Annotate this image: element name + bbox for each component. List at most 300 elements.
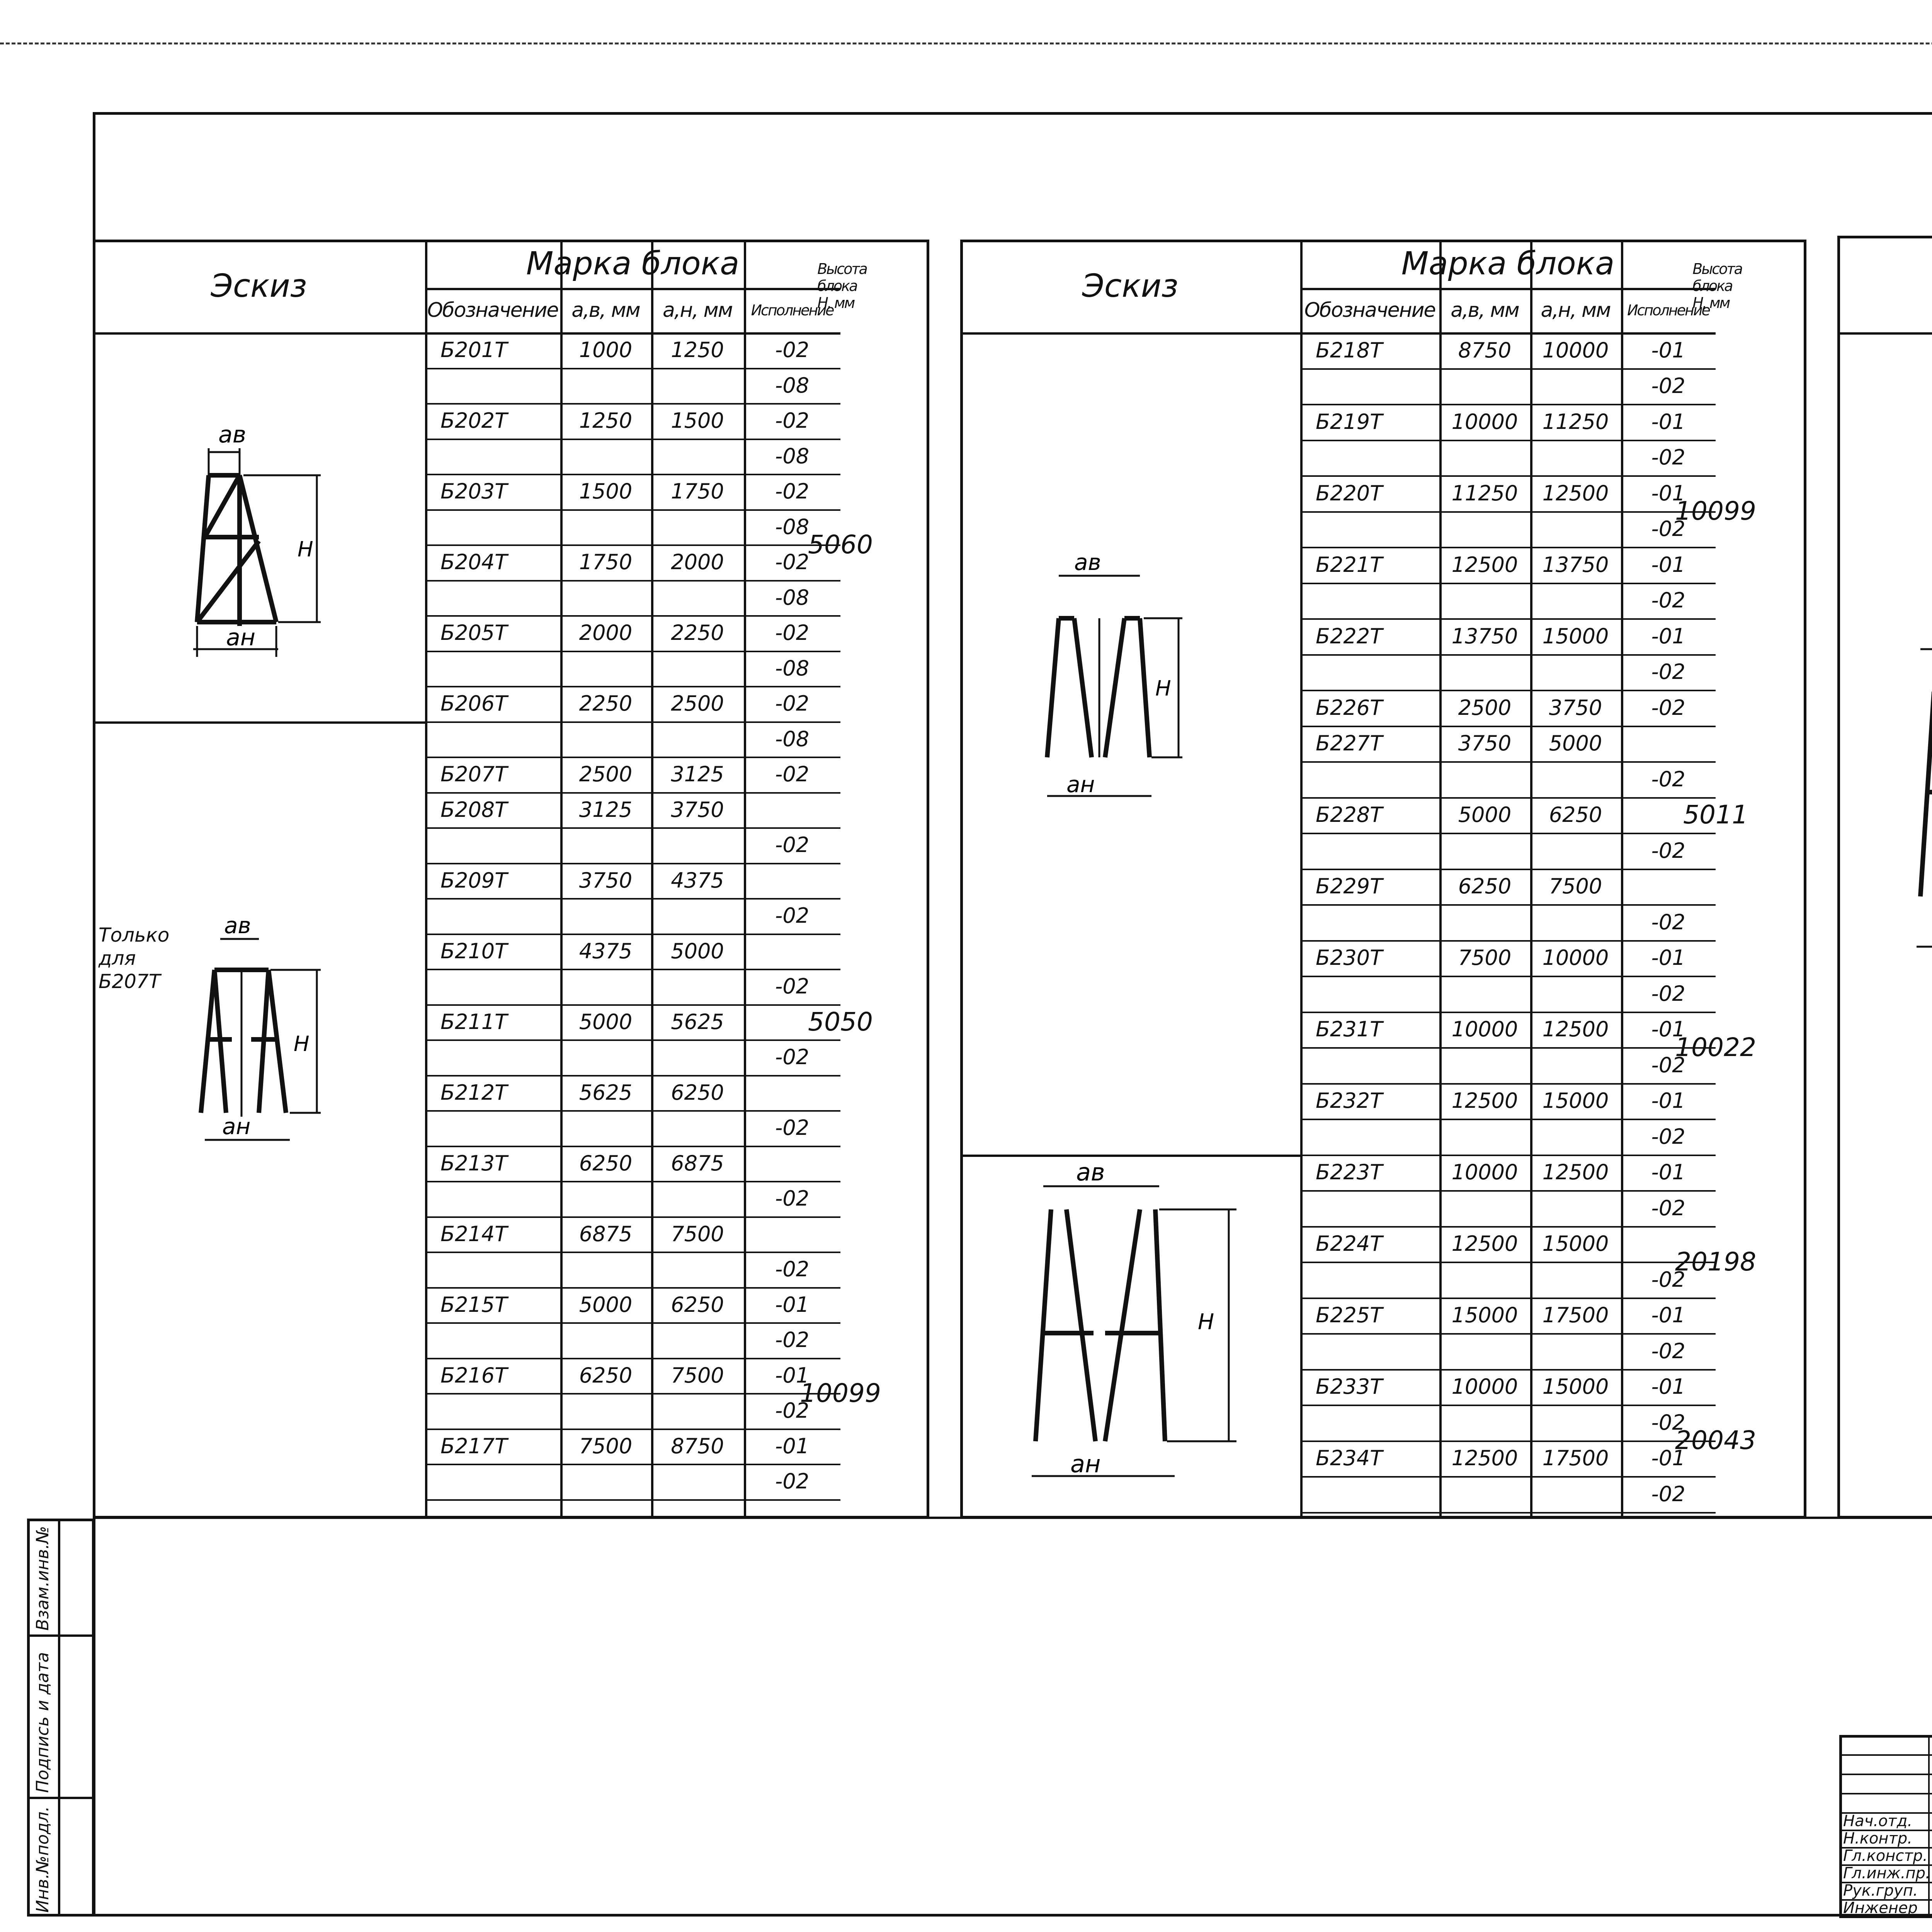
table2-r29-c1: 10000 [1451, 1374, 1518, 1399]
table1-r17-c1: 4375 [579, 939, 633, 963]
table1-r25-c2: 7500 [671, 1221, 724, 1246]
table2-r23-c1: 10000 [1451, 1160, 1518, 1185]
table2-r25-c0: Б224Т [1316, 1231, 1383, 1256]
table2-r10-c3: -02 [1651, 695, 1685, 720]
table2-r26-c3: -02 [1651, 1267, 1685, 1292]
table1-r12-c3: -02 [775, 762, 810, 787]
table2-r5-c3: -02 [1651, 517, 1685, 541]
table2-hdr-designation: Обозначение [1304, 298, 1435, 322]
stamp-vzam-inv: Взам.инв.№ [33, 1526, 53, 1631]
table2-r10-c2: 3750 [1549, 695, 1602, 720]
table1-r28-c3: -02 [775, 1328, 810, 1352]
table2-r18-c0 [1300, 976, 1439, 1012]
table1-r9-c1 [560, 651, 651, 686]
table2-r12-c2 [1530, 761, 1621, 797]
table2-r18-c1 [1439, 976, 1530, 1012]
table2-r0-c0: Б218Т [1316, 338, 1383, 362]
table2-r12-c0 [1300, 761, 1439, 797]
tb-role-3: Гл.инж.пр. [1843, 1864, 1930, 1882]
sketch1-h: Н [298, 537, 313, 561]
tb-role-5: Инженер [1843, 1899, 1918, 1917]
table2-r14-c3: -02 [1651, 838, 1685, 863]
table2-hdr-height: Высота блока Н, мм [1692, 260, 1742, 311]
tb-role-1: Н.контр. [1843, 1830, 1912, 1847]
table2-r30-c3: -02 [1651, 1410, 1685, 1435]
table2-r9-c3: -02 [1651, 660, 1685, 684]
stamp-inv-podl: Инв.№подл. [33, 1806, 53, 1913]
table1-r24-c0 [425, 1181, 560, 1216]
table1-r14-c2 [651, 827, 744, 863]
table2-r23-c2: 12500 [1542, 1160, 1609, 1185]
table2-r10-c1: 2500 [1458, 695, 1512, 720]
table1-r32-c2 [651, 1464, 744, 1499]
table1-r8-c0: Б205Т [440, 621, 508, 645]
table1-r27-c2: 6250 [671, 1292, 724, 1317]
table2-r31-c0: Б234Т [1316, 1446, 1383, 1471]
table2-r32-c0 [1300, 1476, 1439, 1512]
table1-hdr-sketch: Эскиз [211, 267, 307, 304]
table2-r8-c2: 15000 [1542, 624, 1609, 648]
table1-r0-c1: 1000 [579, 338, 633, 362]
table2-r6-c1: 12500 [1451, 552, 1518, 577]
table2-hdr-a_bottom: a,н, мм [1541, 298, 1611, 322]
table2-r20-c1 [1439, 1047, 1530, 1083]
table1-r4-c0: Б203Т [440, 479, 508, 504]
table2-r14-c1 [1439, 833, 1530, 869]
left-stamp-sep-2 [27, 1634, 95, 1637]
table1-r20-c3: -02 [775, 1045, 810, 1070]
table1-r1-c2 [651, 368, 744, 403]
table1-hdr-execution: Исполнение [751, 301, 833, 319]
table2-r4-c1: 11250 [1451, 481, 1518, 505]
table1-r15-c0: Б209Т [440, 868, 508, 893]
table2-r7-c2 [1530, 583, 1621, 619]
table2-r6-c3: -01 [1651, 552, 1685, 577]
table1-r24-c3: -02 [775, 1186, 810, 1211]
table1-r16-c0 [425, 898, 560, 934]
table1-r23-c2: 6875 [671, 1151, 724, 1175]
tb-people-top-rule [1839, 1812, 1932, 1814]
table1-hdr-a_bottom: a,н, мм [663, 298, 732, 322]
table1-r21-c0: Б212Т [440, 1080, 508, 1105]
sketch2-a-bottom: aн [222, 1113, 251, 1139]
table1-r16-c3: -02 [775, 903, 810, 928]
table1-r2-c0: Б202Т [440, 408, 508, 433]
table1-r19-c0: Б211Т [440, 1009, 508, 1034]
table2-r2-c0: Б219Т [1316, 409, 1383, 434]
table2-r0-c1: 8750 [1458, 338, 1512, 362]
table2-r11-c3 [1621, 726, 1716, 762]
table1-r7-c1 [560, 580, 651, 616]
table1-r25-c3 [744, 1216, 840, 1252]
table1-r29-c0: Б216Т [440, 1363, 508, 1388]
table2-r0-c3: -01 [1651, 338, 1685, 362]
table2-r20-c0 [1300, 1047, 1439, 1083]
table1-r14-c3: -02 [775, 833, 810, 857]
table1-hdr-height: Высота блока Н, мм [817, 260, 867, 311]
table2-r29-c0: Б233Т [1316, 1374, 1383, 1399]
table1-r7-c3: -08 [775, 585, 810, 610]
table1-r20-c2 [651, 1039, 744, 1075]
table2-r26-c1 [1439, 1262, 1530, 1298]
tb-empty-rule-3 [1839, 1793, 1932, 1794]
table1-r18-c3: -02 [775, 974, 810, 999]
table1-r8-c1: 2000 [579, 621, 633, 645]
table1-r30-c1 [560, 1393, 651, 1429]
table1-r19-c2: 5625 [671, 1009, 724, 1034]
table1-r31-c2: 8750 [671, 1434, 724, 1458]
table1-r10-c0: Б206Т [440, 691, 508, 716]
sketch4-a-bottom: aн [1070, 1450, 1101, 1478]
sketch3-h: Н [1155, 676, 1171, 701]
table1-r4-c3: -02 [775, 479, 810, 504]
table1-r32-c3: -02 [775, 1469, 810, 1494]
table2-r2-c1: 10000 [1451, 409, 1518, 434]
table2-r11-c2: 5000 [1549, 731, 1602, 756]
tb-role-4: Рук.груп. [1843, 1882, 1918, 1900]
table1-r27-c0: Б215Т [440, 1292, 508, 1317]
table2-hdr-mark: Марка блока [1401, 245, 1615, 282]
table1-r2-c2: 1500 [671, 408, 724, 433]
table2-r3-c2 [1530, 440, 1621, 476]
table2-r3-c1 [1439, 440, 1530, 476]
table1-r0-c0: Б201Т [440, 338, 508, 362]
table1-r27-c3: -01 [775, 1292, 810, 1317]
table1-r12-c0: Б207Т [440, 762, 508, 787]
table1-r5-c2 [651, 509, 744, 545]
table2-hdr-a_top: a,в, мм [1451, 298, 1519, 322]
table2-r22-c1 [1439, 1119, 1530, 1155]
table2-r16-c2 [1530, 904, 1621, 940]
table1-r25-c1: 6875 [579, 1221, 633, 1246]
table2-r20-c3: -02 [1651, 1053, 1685, 1077]
table1-r18-c1 [560, 969, 651, 1004]
sketch-tower-large [1913, 614, 1932, 962]
table1-r8-c3: -02 [775, 621, 810, 645]
table2-r32-c3: -02 [1651, 1481, 1685, 1506]
table1-r31-c0: Б217Т [440, 1434, 508, 1458]
table1-r20-c1 [560, 1039, 651, 1075]
table1-hdr-mark: Марка блока [526, 245, 740, 282]
table1-r17-c0: Б210Т [440, 939, 508, 963]
table1-r25-c0: Б214Т [440, 1221, 508, 1246]
table1-r28-c0 [425, 1322, 560, 1358]
table1-r15-c2: 4375 [671, 868, 724, 893]
table2-r1-c0 [1300, 368, 1439, 404]
table1-r2-c3: -02 [775, 408, 810, 433]
sketch-tower-medium [1039, 541, 1186, 819]
tb-empty-rule-2 [1839, 1774, 1932, 1775]
table1-r7-c0 [425, 580, 560, 616]
table2-r30-c1 [1439, 1405, 1530, 1440]
table1-r24-c2 [651, 1181, 744, 1216]
table1-r6-c2: 2000 [671, 550, 724, 575]
table2-r11-c0: Б227Т [1316, 731, 1383, 756]
table2-r26-c2 [1530, 1262, 1621, 1298]
table2-r10-c0: Б226Т [1316, 695, 1383, 720]
tb-people-col-1 [1928, 1735, 1930, 1917]
table1-r26-c1 [560, 1252, 651, 1287]
table2-r16-c0 [1300, 904, 1439, 940]
table1-r0-c2: 1250 [671, 338, 724, 362]
tb-empty-rule-1 [1839, 1754, 1932, 1756]
table2-r29-c2: 15000 [1542, 1374, 1609, 1399]
table2-r4-c3: -01 [1651, 481, 1685, 505]
sketch1-a-top: aв [218, 421, 247, 448]
table2-r3-c3: -02 [1651, 445, 1685, 470]
table1-r18-c2 [651, 969, 744, 1004]
table2-r22-c0 [1300, 1119, 1439, 1155]
table1-r29-c3: -01 [775, 1363, 810, 1388]
table2-r27-c0: Б225Т [1316, 1303, 1383, 1328]
left-stamp-divider [58, 1519, 60, 1917]
table2-r20-c2 [1530, 1047, 1621, 1083]
table1-r22-c0 [425, 1110, 560, 1146]
table2-r31-c3: -01 [1651, 1446, 1685, 1471]
table1-r11-c2 [651, 721, 744, 757]
table2-r5-c0 [1300, 511, 1439, 547]
table2-r17-c1: 7500 [1458, 946, 1512, 970]
table2-r30-c0 [1300, 1405, 1439, 1440]
table1-r11-c0 [425, 721, 560, 757]
table1-r24-c1 [560, 1181, 651, 1216]
table1-r5-c3: -08 [775, 514, 810, 539]
table1-r10-c1: 2250 [579, 691, 633, 716]
table1-r7-c2 [651, 580, 744, 616]
table2-r4-c2: 12500 [1542, 481, 1609, 505]
table1-r13-c0: Б208Т [440, 797, 508, 822]
table1-r29-c1: 6250 [579, 1363, 633, 1388]
table1-r19-c1: 5000 [579, 1009, 633, 1034]
table1-r6-c0: Б204Т [440, 550, 508, 575]
table1-r6-c3: -02 [775, 550, 810, 575]
table2-r28-c1 [1439, 1333, 1530, 1369]
table2-r22-c2 [1530, 1119, 1621, 1155]
table2-r17-c0: Б230Т [1316, 946, 1383, 970]
table2-r0-c2: 10000 [1542, 338, 1609, 362]
table1-r1-c3: -08 [775, 373, 810, 398]
table2-r2-c2: 11250 [1542, 409, 1609, 434]
table2-r24-c3: -02 [1651, 1196, 1685, 1220]
table1-r18-c0 [425, 969, 560, 1004]
table2-r14-c0 [1300, 833, 1439, 869]
table1-r6-c1: 1750 [579, 550, 633, 575]
table2-r13-c2: 6250 [1549, 803, 1602, 827]
table1-r22-c1 [560, 1110, 651, 1146]
table2-r9-c1 [1439, 654, 1530, 690]
table1-r23-c0: Б213Т [440, 1151, 508, 1175]
table1-r15-c1: 3750 [579, 868, 633, 893]
table1-r26-c0 [425, 1252, 560, 1287]
table2-r27-c1: 15000 [1451, 1303, 1518, 1328]
table2-r23-c3: -01 [1651, 1160, 1685, 1185]
table1-r8-c2: 2250 [671, 621, 724, 645]
table2-r7-c0 [1300, 583, 1439, 619]
left-stamp-sep-1 [27, 1797, 95, 1799]
table1-r31-c1: 7500 [579, 1434, 633, 1458]
table2-r18-c2 [1530, 976, 1621, 1012]
table1-r9-c3: -08 [775, 656, 810, 680]
sketch3-a-top: aв [1074, 549, 1101, 575]
table2-r3-c0 [1300, 440, 1439, 476]
table1-r30-c3: -02 [775, 1398, 810, 1423]
table2-r15-c3 [1621, 869, 1716, 905]
table2-r15-c1: 6250 [1458, 874, 1512, 899]
table1-r30-c2 [651, 1393, 744, 1429]
table2-r32-c2 [1530, 1476, 1621, 1512]
table2-r12-c1 [1439, 761, 1530, 797]
table2-r31-c2: 17500 [1542, 1446, 1609, 1471]
table2-r31-c1: 12500 [1451, 1446, 1518, 1471]
table1-row-rule-32 [425, 1499, 840, 1501]
table2-r8-c0: Б222Т [1316, 624, 1383, 648]
table1-r13-c2: 3750 [671, 797, 724, 822]
table1-r13-c3 [744, 792, 840, 828]
table2-r16-c3: -02 [1651, 910, 1685, 934]
table1-r11-c1 [560, 721, 651, 757]
table1-sketch-rule-0 [93, 721, 425, 724]
table2-r28-c2 [1530, 1333, 1621, 1369]
table1-r17-c2: 5000 [671, 939, 724, 963]
table1-r12-c1: 2500 [579, 762, 633, 787]
table2-r27-c2: 17500 [1542, 1303, 1609, 1328]
table2-r19-c1: 10000 [1451, 1017, 1518, 1042]
table2-r5-c1 [1439, 511, 1530, 547]
sketch-tower-simple [182, 410, 344, 665]
table2-r26-c0 [1300, 1262, 1439, 1298]
table1-hdr-a_top: a,в, мм [571, 298, 640, 322]
table2-r15-c2: 7500 [1549, 874, 1602, 899]
table1-r17-c3 [744, 934, 840, 969]
table1-r11-c3: -08 [775, 726, 810, 751]
table1-r3-c0 [425, 439, 560, 474]
table2-r1-c1 [1439, 368, 1530, 404]
table1-r9-c0 [425, 651, 560, 686]
table2-r19-c0: Б231Т [1316, 1017, 1383, 1042]
table1-r3-c1 [560, 439, 651, 474]
sketch4-h: Н [1198, 1310, 1214, 1335]
table2-r9-c2 [1530, 654, 1621, 690]
table2-r30-c2 [1530, 1405, 1621, 1440]
table2-r25-c2: 15000 [1542, 1231, 1609, 1256]
table2-r2-c3: -01 [1651, 409, 1685, 434]
table3-hdr-sketch [1837, 236, 1932, 332]
table2-r7-c1 [1439, 583, 1530, 619]
table2-row-rule-32 [1300, 1512, 1716, 1514]
table2-r4-c0: Б220Т [1316, 481, 1383, 505]
table2-r29-c3: -01 [1651, 1374, 1685, 1399]
table1-r26-c3: -02 [775, 1257, 810, 1282]
table2-r24-c0 [1300, 1190, 1439, 1226]
tb-role-2: Гл.констр. [1843, 1847, 1928, 1865]
table2-hdr-sketch: Эскиз [1082, 267, 1179, 304]
table1-r0-c3: -02 [775, 338, 810, 362]
table1-hdr-designation: Обозначение [427, 298, 558, 322]
table1-r1-c0 [425, 368, 560, 403]
table2-r25-c1: 12500 [1451, 1231, 1518, 1256]
table2-r6-c0: Б221Т [1316, 552, 1383, 577]
table1-r15-c3 [744, 863, 840, 898]
sketch1-a-bottom: aн [226, 624, 255, 651]
table3-hdr-rule-bottom [1837, 332, 1932, 335]
table1-r16-c2 [651, 898, 744, 934]
table1-r10-c2: 2500 [671, 691, 724, 716]
table2-r8-c1: 13750 [1451, 624, 1518, 648]
table1-r32-c0 [425, 1464, 560, 1499]
table1-r2-c1: 1250 [579, 408, 633, 433]
table1-r26-c2 [651, 1252, 744, 1287]
table2-r21-c2: 15000 [1542, 1088, 1609, 1113]
table2-r27-c3: -01 [1651, 1303, 1685, 1328]
table1-r4-c2: 1750 [671, 479, 724, 504]
table1-r23-c1: 6250 [579, 1151, 633, 1175]
sketch4-a-top: aв [1076, 1158, 1105, 1186]
table2-r21-c0: Б232Т [1316, 1088, 1383, 1113]
table2-r21-c3: -01 [1651, 1088, 1685, 1113]
sketch2-h: Н [294, 1032, 310, 1056]
table2-r11-c1: 3750 [1458, 731, 1512, 756]
table1-r32-c1 [560, 1464, 651, 1499]
table2-r23-c0: Б223Т [1316, 1160, 1383, 1185]
table1-r4-c1: 1500 [579, 479, 633, 504]
table1-r3-c2 [651, 439, 744, 474]
table1-r20-c0 [425, 1039, 560, 1075]
table1-r21-c2: 6250 [671, 1080, 724, 1105]
table2-r28-c0 [1300, 1333, 1439, 1369]
table2-r13-c1: 5000 [1458, 803, 1512, 827]
table1-r22-c3: -02 [775, 1116, 810, 1140]
table1-r12-c2: 3125 [671, 762, 724, 787]
table2-r1-c2 [1530, 368, 1621, 404]
sketch3-a-bottom: aн [1066, 771, 1095, 798]
table1-r21-c1: 5625 [579, 1080, 633, 1105]
table1-r30-c0 [425, 1393, 560, 1429]
table1-r22-c2 [651, 1110, 744, 1146]
table1-r28-c1 [560, 1322, 651, 1358]
table2-r19-c2: 12500 [1542, 1017, 1609, 1042]
table2-r24-c1 [1439, 1190, 1530, 1226]
table2-r6-c2: 13750 [1542, 552, 1609, 577]
table1-r14-c1 [560, 827, 651, 863]
top-scan-edge [0, 43, 1932, 44]
sketch-tower-double [193, 900, 355, 1171]
table2-r13-c0: Б228Т [1316, 803, 1383, 827]
table1-r23-c3 [744, 1146, 840, 1181]
table2-r24-c2 [1530, 1190, 1621, 1226]
table2-r28-c3: -02 [1651, 1338, 1685, 1363]
table2-r22-c3: -02 [1651, 1124, 1685, 1149]
sketch2-a-top: aв [224, 912, 251, 939]
table1-r9-c2 [651, 651, 744, 686]
table2-r19-c3: -01 [1651, 1017, 1685, 1042]
tb-role-0: Нач.отд. [1843, 1812, 1913, 1830]
table1-r28-c2 [651, 1322, 744, 1358]
table2-r15-c0: Б229Т [1316, 874, 1383, 899]
table2-r12-c3: -02 [1651, 767, 1685, 791]
table1-r10-c3: -02 [775, 691, 810, 716]
table2-r17-c3: -01 [1651, 946, 1685, 970]
table2-r16-c1 [1439, 904, 1530, 940]
table1-r1-c1 [560, 368, 651, 403]
table1-r13-c1: 3125 [579, 797, 633, 822]
table1-r5-c0 [425, 509, 560, 545]
table1-r16-c1 [560, 898, 651, 934]
table2-r32-c1 [1439, 1476, 1530, 1512]
table2-r14-c2 [1530, 833, 1621, 869]
table2-r7-c3: -02 [1651, 588, 1685, 613]
table1-r27-c1: 5000 [579, 1292, 633, 1317]
table2-r5-c2 [1530, 511, 1621, 547]
